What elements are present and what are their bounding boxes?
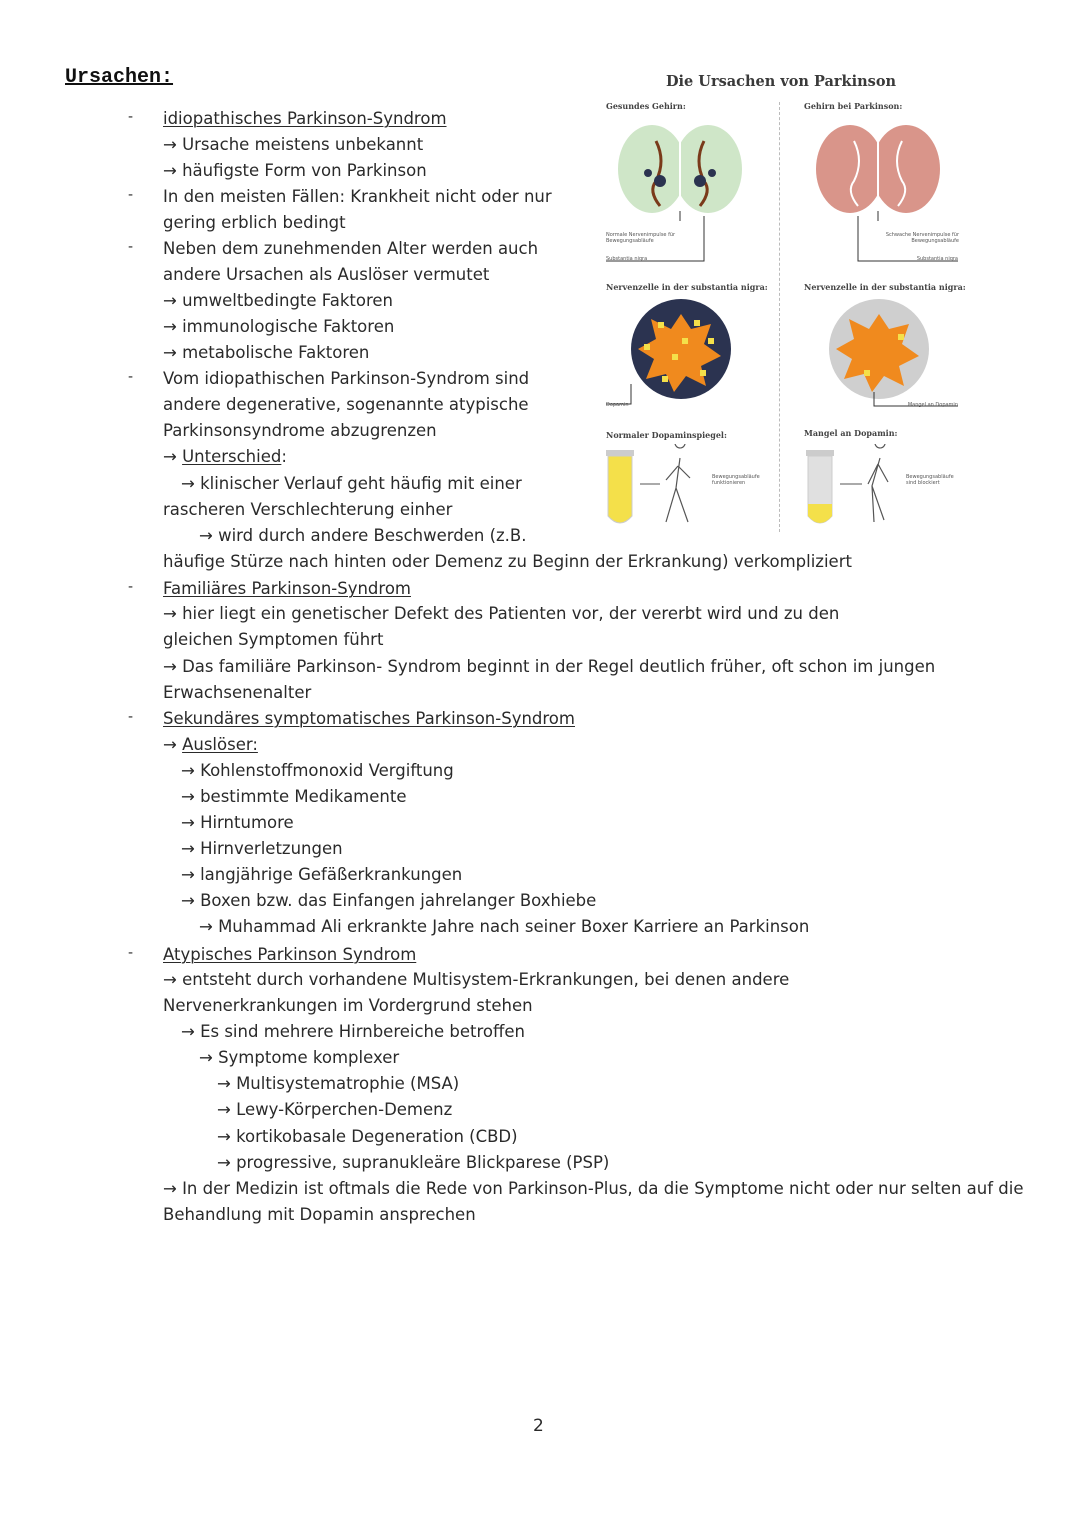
line-text: Vom idiopathischen Parkinson-Syndrom sind [163,369,530,388]
bullet-dash: - [128,945,134,961]
arrow-prefix: → [163,447,183,466]
line-text: → häufigste Form von Parkinson [163,161,427,180]
line-text: Erwachsenenalter [163,683,312,702]
healthy-brain-label: Gesundes Gehirn: [606,101,686,111]
text-line [181,891,596,911]
substantia-nigra-label-right: Substantia nigra [916,256,958,262]
bullet-dash: - [128,709,134,725]
movement-blocked-label: Bewegungsabläufe sind blockiert [906,474,954,486]
neuron-label-right: Nervenzelle in der substantia nigra: [804,282,966,292]
text-line [199,1048,399,1068]
text-line [163,213,346,233]
bullet-dash: - [128,239,134,255]
line-text: häufige Stürze nach hinten oder Demenz zu Beginn der Erkrankung) verkompliziert [163,552,852,571]
brains-illustration [596,111,966,271]
normal-tube-icon [606,444,690,523]
text-line [163,239,538,259]
line-text: → Es sind mehrere Hirnbereiche betroffen [181,1022,526,1041]
figure-title: Die Ursachen von Parkinson [665,73,897,90]
text-line [163,109,447,129]
neuron-label-left: Nervenzelle in der substantia nigra: [606,282,768,292]
text-line [181,761,454,781]
line-text: → Symptome komplexer [199,1048,400,1067]
text-line [181,813,294,833]
text-line [217,1100,452,1120]
text-line [163,421,437,441]
text-line [163,395,529,415]
normal-impulses-label: Normale Nervenimpulse für Bewegungsabläufe [606,232,676,244]
text-line [181,787,406,807]
text-line [163,447,287,467]
line-text: → wird durch andere Beschwerden (z.B. [199,526,527,545]
line-text: Behandlung mit Dopamin ansprechen [163,1205,476,1224]
line-text: rascheren Verschlechterung einher [163,500,453,519]
text-line [163,369,529,389]
text-line [181,1022,525,1042]
line-text: → langjährige Gefäßerkrankungen [181,865,463,884]
text-line [163,945,416,965]
text-line [217,1153,609,1173]
healthy-neuron-icon [606,299,731,404]
text-line [163,265,489,285]
line-text: → Boxen bzw. das Einfangen jahrelanger Boxhiebe [181,891,597,910]
text-line [163,970,789,990]
text-line [163,996,533,1016]
line-text: gleichen Symptomen führt [163,630,384,649]
text-line [199,526,526,546]
parkinson-neuron-icon [829,299,958,406]
parkinson-brain-label: Gehirn bei Parkinson: [804,101,903,111]
movement-ok-label: Bewegungsabläufe funktionieren [712,474,760,486]
line-text: → Muhammad Ali erkrankte Jahre nach seiner Boxer Karriere an Parkinson [199,917,810,936]
section-title: Unterschied [182,447,282,466]
bullet-dash: - [128,109,134,125]
text-line [163,683,311,703]
line-text: → Ursache meistens unbekannt [163,135,424,154]
text-line [163,552,852,572]
line-text: → Hirnverletzungen [181,839,343,858]
text-line [163,135,423,155]
line-text: Parkinsonsyndrome abzugrenzen [163,421,437,440]
section-title: Atypisches Parkinson Syndrom [163,945,417,964]
text-line [163,579,411,599]
parkinson-figure [596,66,966,536]
line-text: In den meisten Fällen: Krankheit nicht oder nur [163,187,552,206]
lack-dopamin-tiny-label: Mangel an Dopamin [907,402,958,408]
line-text: → klinischer Verlauf geht häufig mit einer [181,474,522,493]
lack-tube-icon [806,444,888,523]
neurons-illustration [596,294,966,414]
text-line [217,1074,459,1094]
text-line [181,865,462,885]
line-text: andere Ursachen als Auslöser vermutet [163,265,490,284]
line-text: → umweltbedingte Faktoren [163,291,394,310]
line-text: → entsteht durch vorhandene Multisystem-Erkrankungen, bei denen andere [163,970,790,989]
line-text: → In der Medizin ist oftmals die Rede von Parkinson-Plus, da die Symptome nicht oder nur selten auf die [163,1179,1024,1198]
text-line [163,343,369,363]
normal-level-label: Normaler Dopaminspiegel: [606,430,727,440]
text-line [163,709,575,729]
line-text: → Hirntumore [181,813,294,832]
line-text: Neben dem zunehmenden Alter werden auch [163,239,539,258]
text-line [163,317,394,337]
line-text: → bestimmte Medikamente [181,787,407,806]
weak-impulses-label: Schwache Nervenimpulse für Bewegungsabläufe [885,232,959,244]
bullet-dash: - [128,579,134,595]
line-text: → Das familiäre Parkinson- Syndrom beginnt in der Regel deutlich früher, oft schon im jungen [163,657,936,676]
section-title: Sekundäres symptomatisches Parkinson-Syndrom [163,709,575,728]
dopamin-label: Dopamin [606,402,629,408]
text-line [163,630,383,650]
text-line [181,474,522,494]
text-line [163,735,258,755]
text-line [163,1205,476,1225]
text-line [163,291,393,311]
text-line [163,604,839,624]
line-text: → Multisystematrophie (MSA) [217,1074,460,1093]
page-number: 2 [533,1416,544,1436]
section-title: idiopathisches Parkinson-Syndrom [163,109,447,128]
substantia-nigra-label-left: Substantia nigra [606,256,648,262]
section-title: Familiäres Parkinson-Syndrom [163,579,411,598]
text-line [163,1179,1023,1199]
line-text: → kortikobasale Degeneration (CBD) [217,1127,518,1146]
text-line [163,187,552,207]
text-line [217,1127,518,1147]
bullet-dash: - [128,369,134,385]
arrow-prefix: → [163,735,183,754]
line-text: → progressive, supranukleäre Blickparese (PSP) [217,1153,610,1172]
line-text: → Kohlenstoffmonoxid Vergiftung [181,761,454,780]
line-text: Nervenerkrankungen im Vordergrund stehen [163,996,533,1015]
lack-level-label: Mangel an Dopamin: [804,428,898,438]
suffix: : [281,447,287,466]
line-text: → hier liegt ein genetischer Defekt des Patienten vor, der vererbt wird und zu den [163,604,840,623]
text-line [163,161,427,181]
text-line [199,917,809,937]
line-text: gering erblich bedingt [163,213,346,232]
line-text: → Lewy-Körperchen-Demenz [217,1100,453,1119]
text-line [163,657,935,677]
section-title: Auslöser: [182,735,258,754]
bullet-dash: - [128,187,134,203]
dopamine-levels-illustration [596,444,966,529]
line-text: andere degenerative, sogenannte atypische [163,395,529,414]
text-line [181,839,343,859]
text-line [163,500,452,520]
line-text: → immunologische Faktoren [163,317,395,336]
line-text: → metabolische Faktoren [163,343,370,362]
page-heading: Ursachen: [65,66,174,89]
